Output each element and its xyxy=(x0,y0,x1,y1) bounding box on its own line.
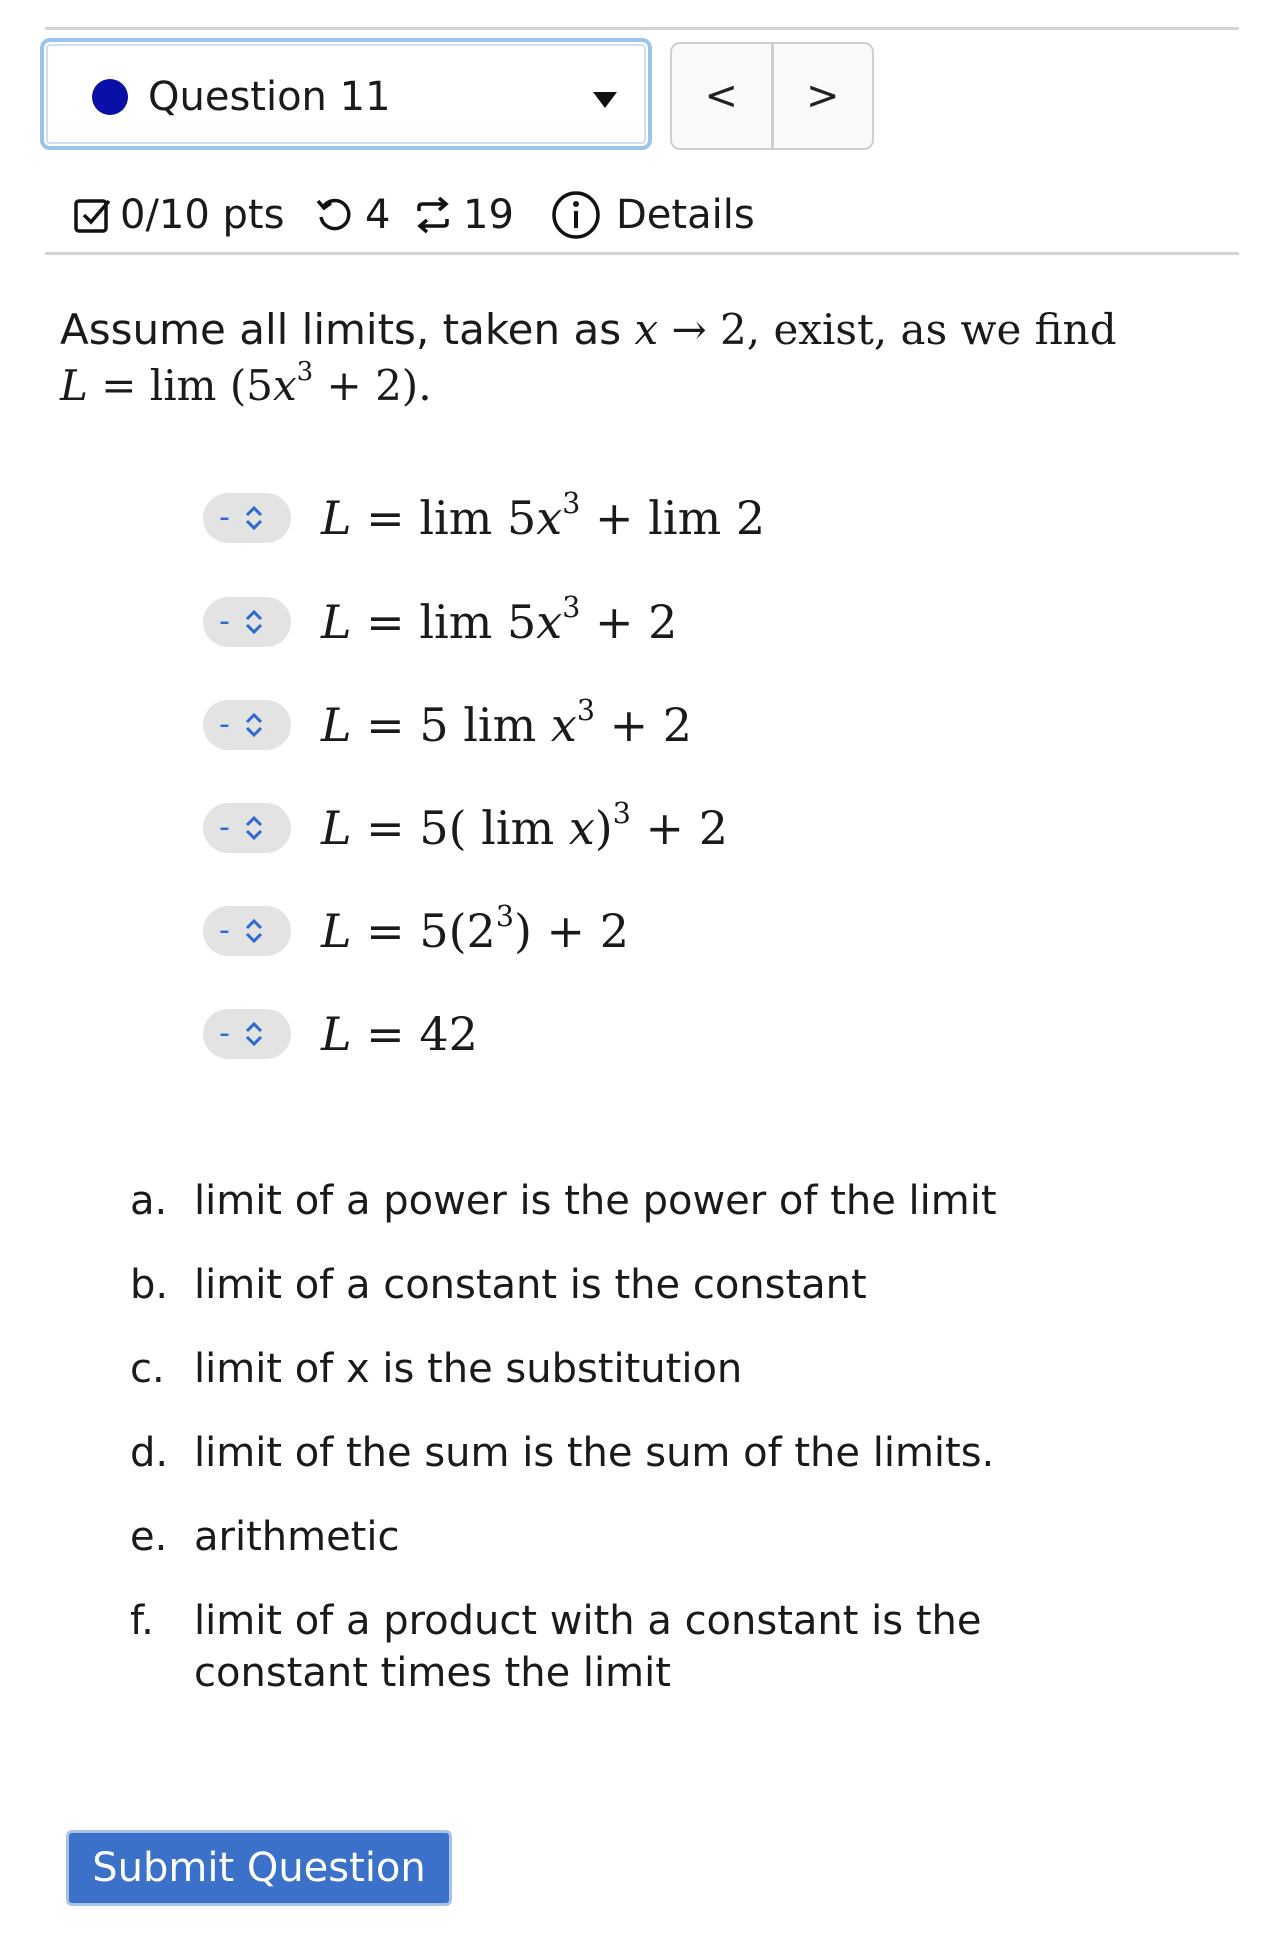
step-row xyxy=(203,685,692,765)
choice-f xyxy=(130,1595,1160,1699)
step-reason-value: - xyxy=(219,1016,230,1051)
step-post: + 2 xyxy=(595,698,693,752)
choice-a xyxy=(130,1175,1160,1227)
submit-question-button[interactable]: Submit Question xyxy=(66,1830,452,1906)
step-x: x xyxy=(550,698,577,752)
step-pre: = lim 5 xyxy=(351,491,537,545)
points-info xyxy=(72,185,284,245)
step-reason-select[interactable] xyxy=(203,493,291,543)
question-nav xyxy=(670,42,874,150)
step-L: L xyxy=(321,698,352,752)
step-pre: = 5(2 xyxy=(351,904,496,958)
step-reason-value: - xyxy=(219,604,230,639)
step-expression xyxy=(321,899,629,958)
updown-chevron-icon xyxy=(244,505,264,531)
prompt-exp: 3 xyxy=(296,357,314,388)
prompt-var: x xyxy=(634,305,659,354)
choice-letter: c. xyxy=(130,1346,165,1392)
points-text: 0/10 pts xyxy=(120,192,285,238)
choice-d xyxy=(130,1427,1160,1479)
repeat-icon xyxy=(413,195,453,235)
info-icon xyxy=(550,189,602,241)
step-L: L xyxy=(321,801,352,855)
step-pre: = 5( lim xyxy=(351,801,569,855)
choice-text: limit of a constant is the constant xyxy=(194,1262,867,1308)
choice-text: limit of a product with a constant is the constant times the limit xyxy=(194,1598,982,1696)
attempts-count: 4 xyxy=(365,192,391,238)
choices-list xyxy=(130,1175,1160,1731)
step-reason-value: - xyxy=(219,707,230,742)
header-divider xyxy=(45,252,1239,255)
prompt-text: Assume all limits, taken as xyxy=(60,305,635,354)
choice-letter: d. xyxy=(130,1430,169,1476)
step-reason-value: - xyxy=(219,913,230,948)
choice-e xyxy=(130,1511,1160,1563)
prompt-lim: = lim (5 xyxy=(87,361,273,410)
step-L: L xyxy=(321,491,352,545)
step-exp: 3 xyxy=(612,796,631,830)
choice-b xyxy=(130,1259,1160,1311)
step-L: L xyxy=(321,595,352,649)
question-prompt xyxy=(60,302,1180,420)
step-x: x xyxy=(568,801,595,855)
step-pre: = lim 5 xyxy=(351,595,537,649)
step-post: + 2 xyxy=(630,801,728,855)
updown-chevron-icon xyxy=(244,712,264,738)
choice-text: limit of x is the substitution xyxy=(194,1346,743,1392)
step-pre: = 5 lim xyxy=(351,698,551,752)
retry-icon xyxy=(315,195,355,235)
step-reason-select[interactable] xyxy=(203,700,291,750)
updown-chevron-icon xyxy=(244,609,264,635)
step-L: L xyxy=(321,1007,352,1061)
step-reason-value: - xyxy=(219,810,230,845)
step-reason-value: - xyxy=(219,500,230,535)
step-x: x xyxy=(536,595,563,649)
choice-letter: a. xyxy=(130,1178,168,1224)
details-label: Details xyxy=(616,192,755,238)
step-expression xyxy=(321,693,693,752)
step-post: + lim 2 xyxy=(580,491,766,545)
step-x: x xyxy=(536,491,563,545)
top-divider xyxy=(45,27,1239,30)
attempts-info xyxy=(315,185,390,245)
prompt-L: L xyxy=(60,361,88,410)
details-link[interactable] xyxy=(550,185,755,245)
choice-text: limit of a power is the power of the limit xyxy=(194,1178,997,1224)
prompt-x: x xyxy=(272,361,297,410)
choice-letter: b. xyxy=(130,1262,169,1308)
choice-letter: f. xyxy=(130,1598,154,1644)
question-selector[interactable] xyxy=(40,38,652,150)
step-row xyxy=(203,994,478,1074)
caret-down-icon xyxy=(593,92,617,108)
step-expression xyxy=(321,590,678,649)
step-reason-select[interactable] xyxy=(203,1009,291,1059)
step-L: L xyxy=(321,904,352,958)
step-exp: 3 xyxy=(562,486,581,520)
next-question-button[interactable]: > xyxy=(805,73,840,119)
choice-letter: e. xyxy=(130,1514,168,1560)
choice-c xyxy=(130,1343,1160,1395)
step-pre: = 42 xyxy=(351,1007,478,1061)
step-row xyxy=(203,478,765,558)
step-reason-select[interactable] xyxy=(203,906,291,956)
step-expression xyxy=(321,796,728,855)
prompt-line-2 xyxy=(60,358,1180,420)
step-post: + 2 xyxy=(580,595,678,649)
step-reason-select[interactable] xyxy=(203,597,291,647)
step-exp: 3 xyxy=(562,590,581,624)
question-selector-label: Question 11 xyxy=(148,74,391,120)
step-post: ) + 2 xyxy=(513,904,629,958)
prompt-end: + 2). xyxy=(313,361,432,410)
step-expression xyxy=(321,486,766,545)
step-row xyxy=(203,582,677,662)
retries-count: 19 xyxy=(463,192,514,238)
step-expression xyxy=(321,1007,478,1061)
step-close: ) xyxy=(594,801,613,855)
question-status-dot xyxy=(92,79,128,115)
updown-chevron-icon xyxy=(244,1021,264,1047)
previous-question-button[interactable]: < xyxy=(672,44,774,148)
checkbox-icon xyxy=(72,195,112,235)
step-reason-select[interactable] xyxy=(203,803,291,853)
updown-chevron-icon xyxy=(244,918,264,944)
choice-text: arithmetic xyxy=(194,1514,400,1560)
step-row xyxy=(203,891,629,971)
prompt-arrow: → 2, exist, as we find xyxy=(658,305,1117,354)
step-exp: 3 xyxy=(495,899,514,933)
step-row xyxy=(203,788,728,868)
retries-info xyxy=(413,185,514,245)
choice-text: limit of the sum is the sum of the limits. xyxy=(194,1430,995,1476)
updown-chevron-icon xyxy=(244,815,264,841)
prompt-line-1 xyxy=(60,302,1180,358)
step-exp: 3 xyxy=(576,693,595,727)
